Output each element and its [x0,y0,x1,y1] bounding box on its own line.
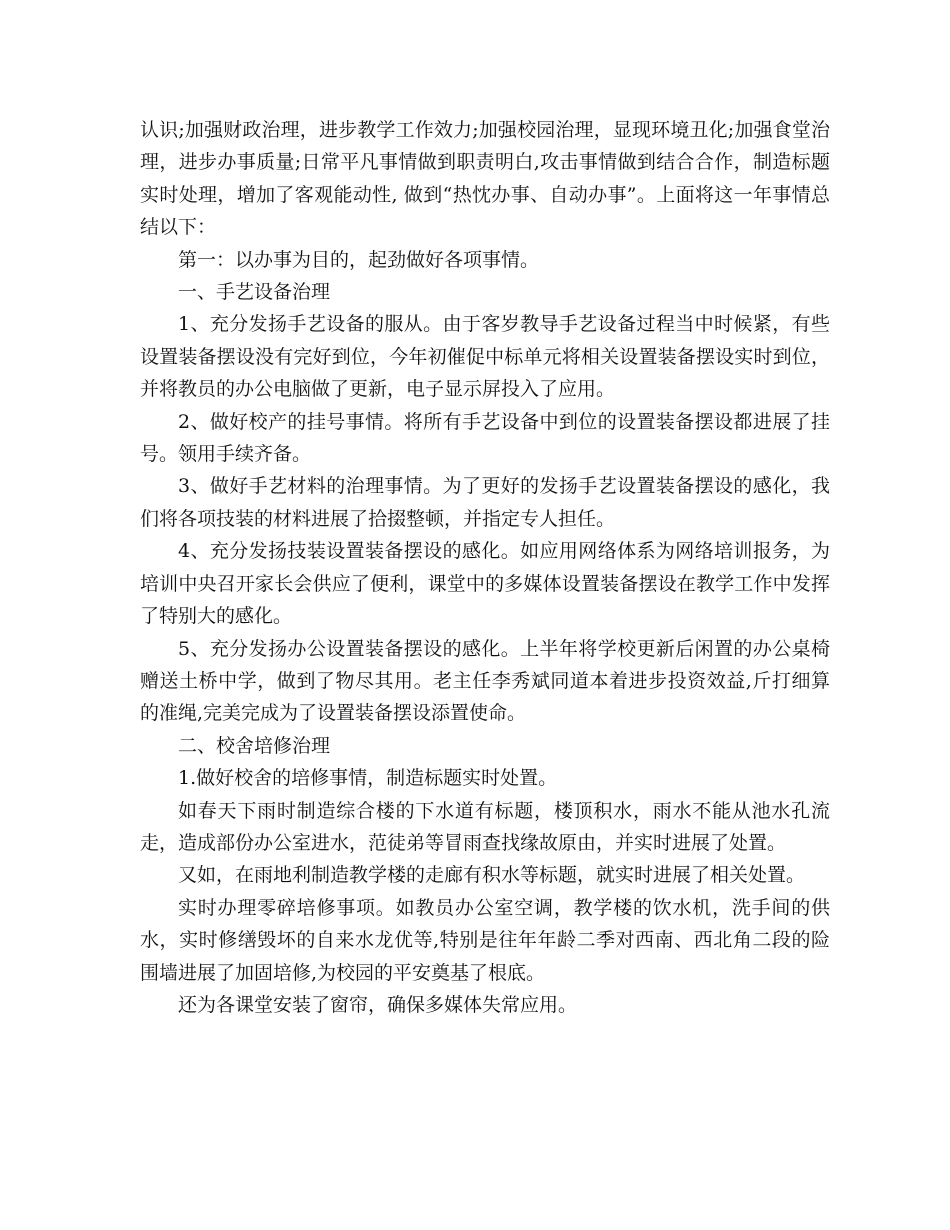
document-page [140,114,830,1021]
paragraph-item-2: 2、做好校产的挂号事情。将所有手艺设备中到位的设置装备摆设都进展了挂号。领用手续齐备。 [140,410,830,466]
paragraph-minor-repairs: 实时办理零碎培修事项。如教员办公室空调，教学楼的饮水机，洗手间的供水，实时修缮毁坏的自来水龙优等,特别是往年年龄二季对西南、西北角二段的险围墙进展了加固培修,为校园的平安奠基了根底。 [140,896,830,984]
paragraph-item-1: 1、充分发扬手艺设备的服从。由于客岁教导手艺设备过程当中时候紧，有些设置装备摆设没有完好到位，今年初催促中标单元将相关设置装备摆设实时到位，并将教员的办公电脑做了更新，电子显示屏投入了应用。 [140,313,830,401]
paragraph-repair-heading: 二、校舍培修治理 [178,734,331,757]
paragraph-corridor-water: 又如，在雨地利制造教学楼的走廊有积水等标题，就实时进展了相关处置。 [178,864,806,887]
paragraph-equipment-heading: 一、手艺设备治理 [178,281,331,304]
paragraph-item-3: 3、做好手艺材料的治理事情。为了更好的发扬手艺设置装备摆设的感化，我们将各项技装的材料进展了拾掇整顿，并指定专人担任。 [140,475,830,530]
paragraph-intro: 认识;加强财政治理，进步教学工作效力;加强校园治理，显现环境丑化;加强食堂治理，进步办事质量;日常平凡事情做到职责明白,攻击事情做到结合合作，制造标题实时处理，增加了客观能动性, 做到“热忱办事、自动办事”。上面将这一年事情总结以下： [140,119,830,239]
paragraph-item-5: 5、充分发扬办公设置装备摆设的感化。上半年将学校更新后闲置的办公桌椅赠送土桥中学，做到了物尽其用。老主任李秀斌同道本着进步投资效益,斤打细算的准绳,完美完成为了设置装备摆设添置使命。 [140,637,830,725]
paragraph-item-4: 4、充分发扬技装设置装备摆设的感化。如应用网络体系为网络培训报务，为培训中央召开家长会供应了便利，课堂中的多媒体设置装备摆设在教学工作中发挥了特别大的感化。 [140,540,830,628]
paragraph-section-one-heading: 第一：以办事为目的，起劲做好各项事情。 [178,248,540,271]
paragraph-spring-rain: 如春天下雨时制造综合楼的下水道有标题，楼顶积水，雨水不能从池水孔流走，造成部份办公室进水，范徒弟等冒雨查找缘故原由，并实时进展了处置。 [140,799,830,854]
paragraph-repair-item-1: 1.做好校舍的培修事情，制造标题实时处置。 [178,767,558,790]
paragraph-curtains: 还为各课堂安装了窗帘，确保多媒体失常应用。 [178,993,578,1016]
